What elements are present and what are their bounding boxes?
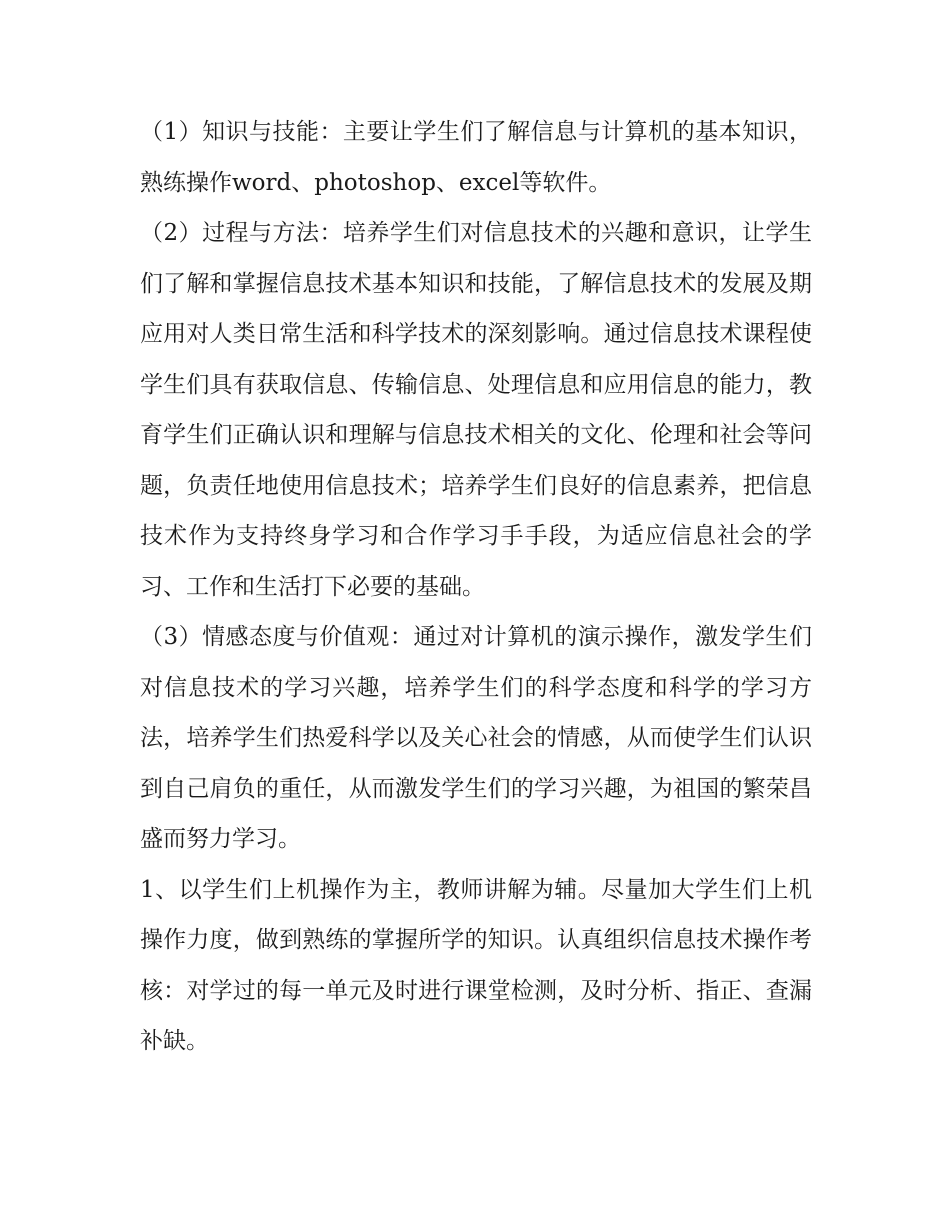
- paragraph-knowledge-skills: （1）知识与技能：主要让学生们了解信息与计算机的基本知识，熟练操作word、photoshop、excel等软件。: [140, 119, 812, 196]
- paragraph-attitudes-values: （3）情感态度与价值观：通过对计算机的演示操作，激发学生们对信息技术的学习兴趣，培养学生们的科学态度和科学的学习方法，培养学生们热爱科学以及关心社会的情感，从而使学生们认识到自己肩负的重任，从而激发学生们的学习兴趣，为祖国的繁荣昌盛而努力学习。: [140, 624, 812, 852]
- paragraph-process-methods: （2）过程与方法：培养学生们对信息技术的兴趣和意识，让学生们了解和掌握信息技术基本知识和技能，了解信息技术的发展及期应用对人类日常生活和科学技术的深刻影响。通过信息技术课程使学生们具有获取信息、传输信息、处理信息和应用信息的能力，教育学生们正确认识和理解与信息技术相关的文化、伦理和社会等问题，负责任地使用信息技术；培养学生们良好的信息素养，把信息技术作为支持终身学习和合作学习手手段，为适应信息社会的学习、工作和生活打下必要的基础。: [140, 220, 812, 600]
- paragraph-teaching-method: 1、以学生们上机操作为主，教师讲解为辅。尽量加大学生们上机操作力度，做到熟练的掌握所学的知识。认真组织信息技术操作考核：对学过的每一单元及时进行课堂检测，及时分析、指正、查漏补缺。: [140, 876, 812, 1054]
- document-body: [140, 107, 812, 1067]
